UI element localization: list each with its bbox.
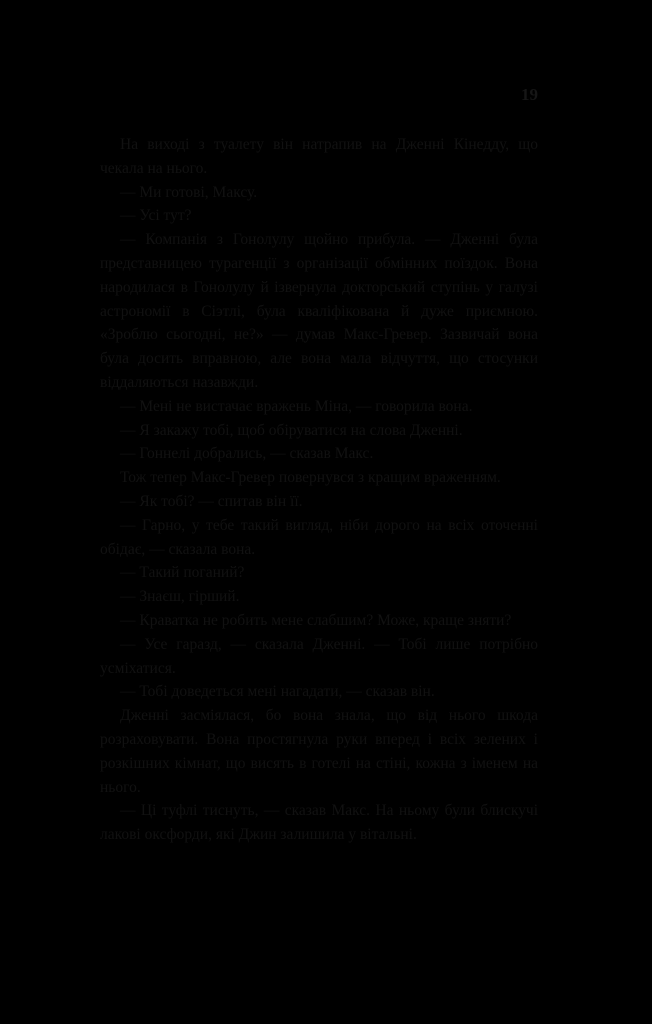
paragraph: — Як тобі? — спитав він її. [120,492,303,510]
paragraph: — Краватка не робить мене слабшим? Може, краще зняти? [120,611,512,629]
paragraph: — Компанія з Гонолулу щойно прибула. — Дженні була представницею турагенції з організації обмінних поїздок. Вона народилася в Гонолулу й ізвернула докторський ступінь у галузі астрономії в Сіэтлі, була кваліфікована й дуже приємною. «Зроблю сьогодні, не?» — думав Макс-Гревер. Зазвичай вона була досить вправною, але вона мала відчуття, що стосунки віддаляються назавжди. [100,231,538,391]
paragraph: — Ці туфлі тиснуть, — сказав Макс. На ньому були блискучі лакові оксфорди, які Джин залишила у вітальні. [100,802,538,844]
paragraph: — Я закажу тобі, щоб обіруватися на слова Дженні. [120,421,463,439]
paragraph: На виході з туалету він натрапив на Дженні Кінедду, що чекала на нього. [100,136,538,177]
paragraph: — Такий поганий? [120,564,245,582]
paragraph: — Мені не вистачає вражень Міна, — говорила вона. [120,397,473,415]
page-number: 19 [521,85,538,104]
paragraph: Дженні засміялася, бо вона знала, що від нього шкода розраховувати. Вона простягнула руки вперед і всіх зелених і розкішних кімнат, що висять в готелі на стіні, кожна з іменем на нього. [100,707,538,796]
paragraph: Тож тепер Макс-Гревер повернувся з кращим враженням. [120,469,501,487]
paragraph: — Гоннелі добрались, — сказав Макс. [120,445,374,463]
paragraph: — Ми готові, Максу. [120,183,258,201]
paragraph: — Гарно, у тебе такий вигляд, ніби дорого на всіх оточенні обідає, — сказала вона. [100,516,538,558]
paragraph: — Усі тут? [120,207,192,225]
paragraph: — Усе гаразд, — сказала Дженні. — Тобі лише потрібно усміхатися. [100,635,538,677]
paragraph: — Тобі доведеться мені нагадати, — сказав він. [120,683,435,701]
body-text [100,133,538,847]
paragraph: — Знаєш, гірший. [120,588,240,606]
